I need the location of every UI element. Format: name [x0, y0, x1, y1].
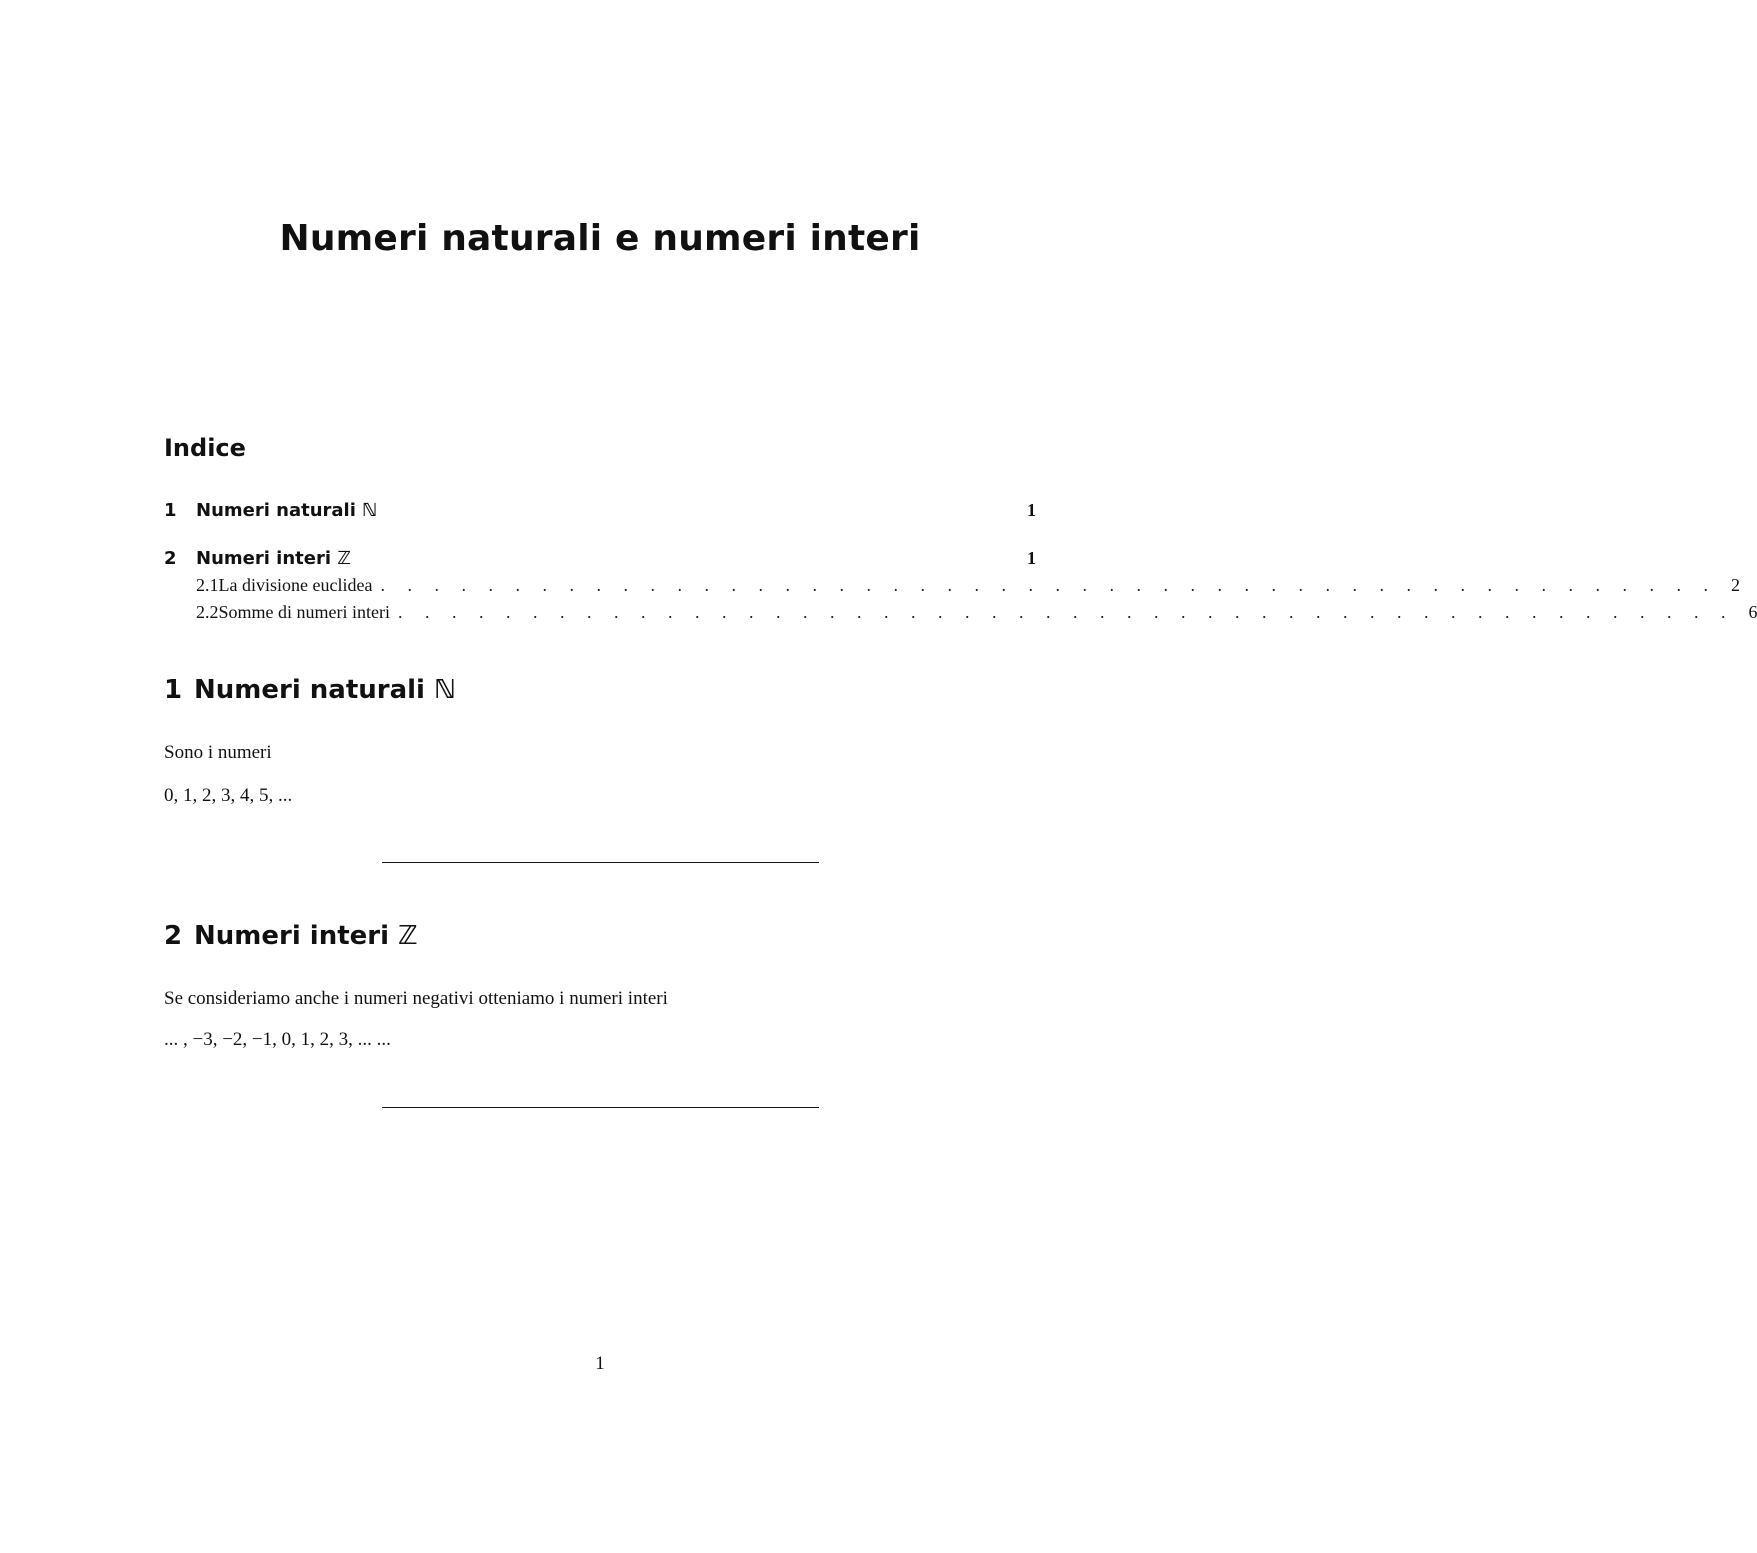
section-1-paragraph-2: 0, 1, 2, 3, 4, 5, ... — [164, 785, 293, 806]
toc-entry-2-1[interactable] — [164, 575, 1740, 596]
page-number: 1 — [595, 1353, 605, 1374]
toc-entry-number: 2.2 — [196, 602, 219, 622]
section-title: Numeri interi ℤ — [194, 921, 418, 951]
toc-entry-page: 6 — [1748, 602, 1757, 622]
document-title: Numeri naturali e numeri interi — [279, 218, 921, 259]
toc-entry-page: 2 — [1730, 575, 1740, 595]
toc-entry-2[interactable] — [164, 548, 1036, 569]
toc-entry-number: 2.1 — [196, 575, 219, 595]
toc-entry-1[interactable] — [164, 500, 1036, 521]
toc-leader-dots: . . . . . . . . . . . . . . . . . . . . . . . . . . . . . . . . . . . . . . . . . . . . . . . . . . — [397, 602, 1735, 622]
toc-leader-dots: . . . . . . . . . . . . . . . . . . . . . . . . . . . . . . . . . . . . . . . . . . . . . . . . . . — [380, 575, 1717, 595]
toc-entry-page: 1 — [1027, 500, 1036, 520]
toc-entry-label: La divisione euclidea — [218, 575, 373, 595]
section-2-paragraph-1: Se consideriamo anche i numeri negativi otteniamo i numeri interi — [164, 988, 668, 1009]
horizontal-rule — [382, 862, 819, 863]
toc-entry-label: Numeri naturali ℕ — [196, 500, 378, 521]
section-1-paragraph-1: Sono i numeri — [164, 742, 272, 763]
toc-entry-number: 2 — [164, 548, 177, 569]
toc-entry-page: 1 — [1027, 548, 1036, 568]
toc-entry-label: Somme di numeri interi — [218, 602, 390, 622]
section-2-paragraph-2: ... , −3, −2, −1, 0, 1, 2, 3, ... ... — [164, 1029, 391, 1050]
section-number: 1 — [164, 675, 183, 705]
section-title: Numeri naturali ℕ — [194, 675, 456, 705]
horizontal-rule — [382, 1107, 819, 1108]
toc-entry-number: 1 — [164, 500, 177, 521]
toc-entry-label: Numeri interi ℤ — [196, 548, 351, 569]
section-heading-1 — [164, 675, 456, 705]
toc-heading: Indice — [164, 434, 246, 462]
section-number: 2 — [164, 921, 183, 951]
toc-entry-2-2[interactable] — [164, 602, 1757, 623]
section-heading-2 — [164, 921, 418, 951]
